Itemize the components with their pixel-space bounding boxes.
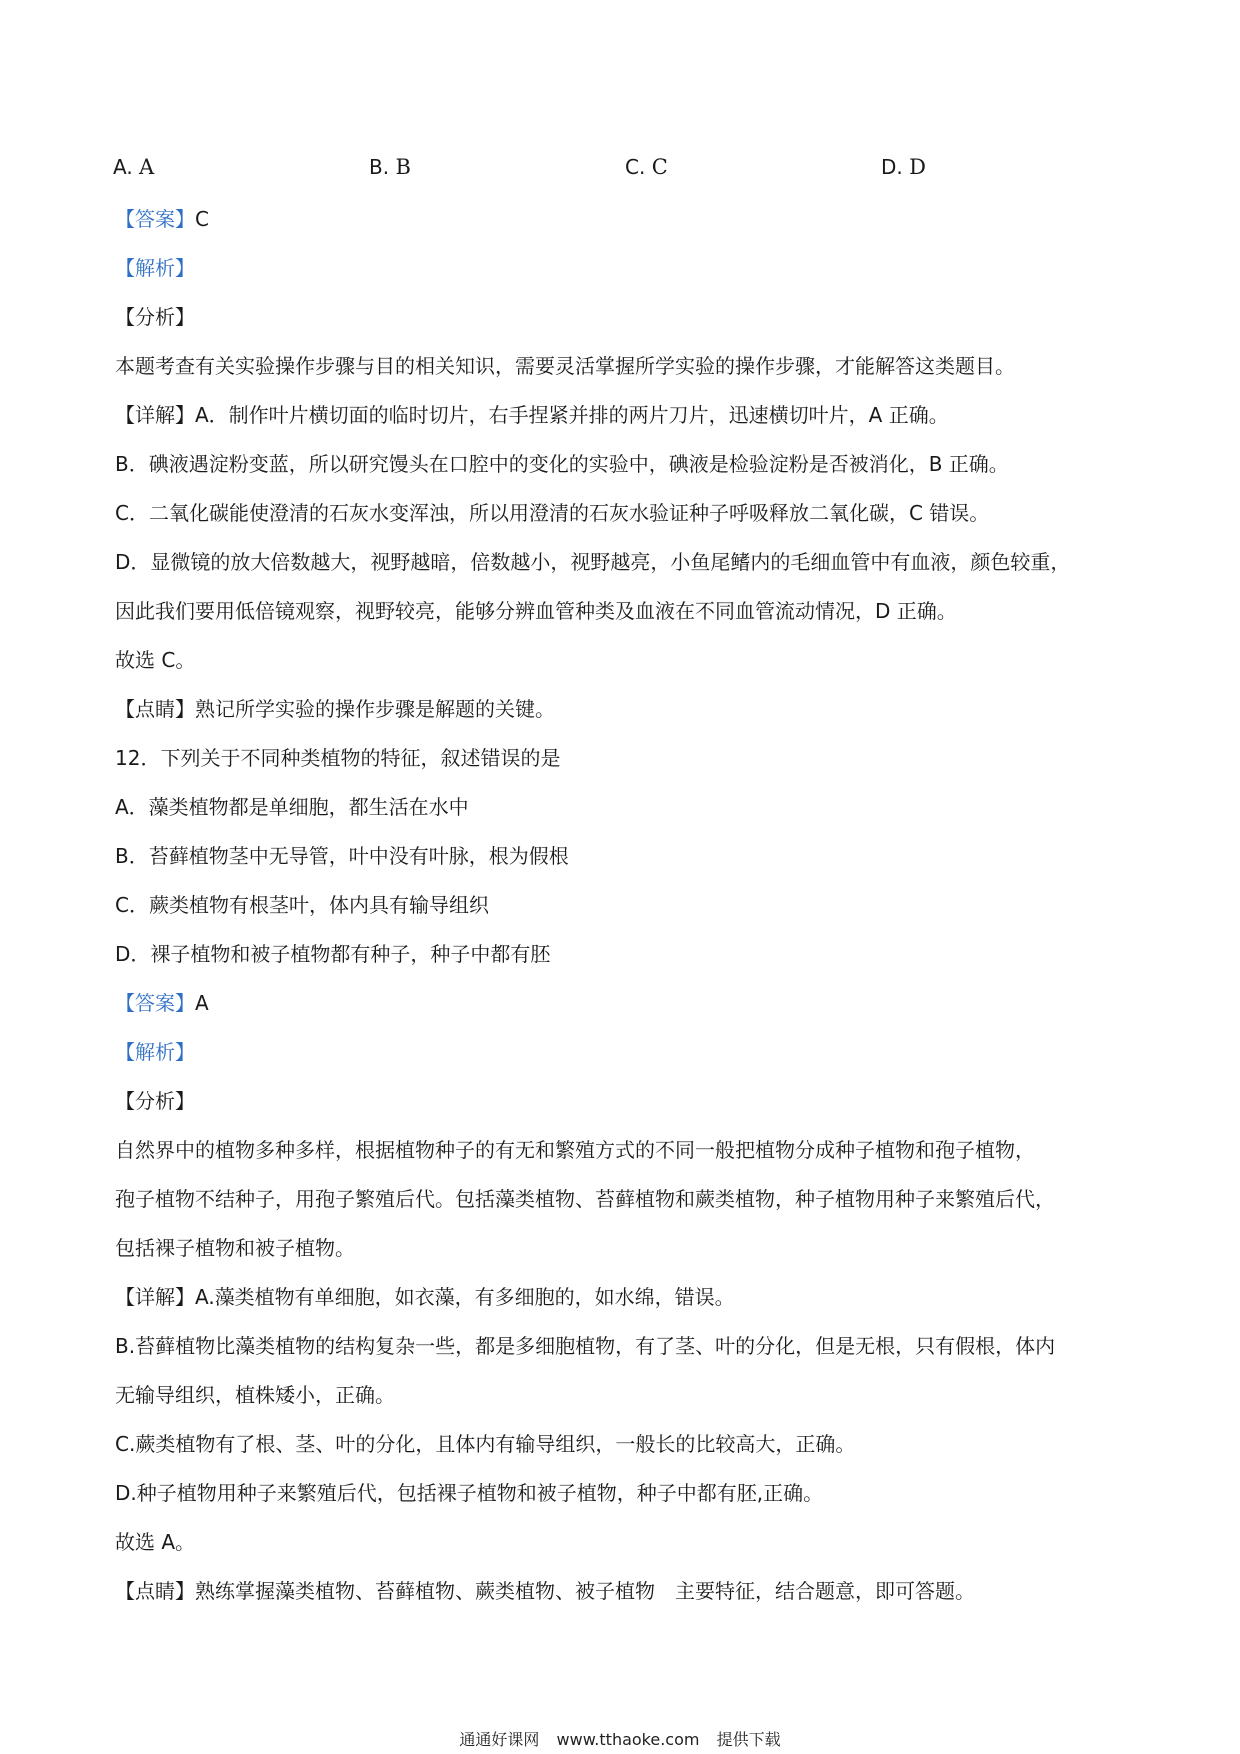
q12-fenxi-line2: 孢子植物不结种子，用孢子繁殖后代。包括藻类植物、苔藓植物和蕨类植物，种子植物用种子来繁殖后代， bbox=[115, 1187, 1055, 1211]
q11-detail-c: C．二氧化碳能使澄清的石灰水变浑浊，所以用澄清的石灰水验证种子呼吸释放二氧化碳，C 错误。 bbox=[115, 501, 990, 525]
q11-detail-d-line1: D．显微镜的放大倍数越大，视野越暗，倍数越小，视野越亮，小鱼尾鳍内的毛细血管中有血液，颜色较重， bbox=[115, 550, 1071, 574]
q12-option-a: A．藻类植物都是单细胞，都生活在水中 bbox=[115, 795, 469, 819]
option-d: D. D bbox=[881, 155, 926, 179]
q12-stem: 12．下列关于不同种类植物的特征，叙述错误的是 bbox=[115, 746, 561, 770]
footer-site-name: 通通好课网 bbox=[459, 1730, 540, 1749]
q12-detail-a: 【详解】A.藻类植物有单细胞，如衣藻，有多细胞的，如水绵，错误。 bbox=[115, 1285, 735, 1309]
q12-detail-c: C.蕨类植物有了根、茎、叶的分化，且体内有输导组织，一般长的比较高大，正确。 bbox=[115, 1432, 856, 1456]
option-c: C. C bbox=[625, 155, 668, 179]
q12-option-b: B．苔藓植物茎中无导管，叶中没有叶脉，根为假根 bbox=[115, 844, 569, 868]
q11-detail-d-line2: 因此我们要用低倍镜观察，视野较亮，能够分辨血管种类及血液在不同血管流动情况，D 正确。 bbox=[115, 599, 957, 623]
q12-dianjing: 【点睛】熟练掌握藻类植物、苔藓植物、蕨类植物、被子植物 主要特征，结合题意，即可答题。 bbox=[115, 1579, 975, 1603]
q11-conclusion: 故选 C。 bbox=[115, 648, 196, 672]
previous-question-options bbox=[113, 155, 1113, 185]
q12-detail-d: D.种子植物用种子来繁殖后代，包括裸子植物和被子植物，种子中都有胚,正确。 bbox=[115, 1481, 824, 1505]
q12-fenxi-line1: 自然界中的植物多种多样，根据植物种子的有无和繁殖方式的不同一般把植物分成种子植物和孢子植物， bbox=[115, 1138, 1035, 1162]
q11-detail-b: B．碘液遇淀粉变蓝，所以研究馒头在口腔中的变化的实验中，碘液是检验淀粉是否被消化，B 正确。 bbox=[115, 452, 1009, 476]
q11-analysis-heading: 【解析】 bbox=[115, 256, 195, 280]
q11-answer: 【答案】C bbox=[115, 207, 209, 231]
q11-fenxi-text: 本题考查有关实验操作步骤与目的相关知识，需要灵活掌握所学实验的操作步骤，才能解答这类题目。 bbox=[115, 354, 1015, 378]
q11-dianjing: 【点睛】熟记所学实验的操作步骤是解题的关键。 bbox=[115, 697, 555, 721]
q11-fenxi-heading: 【分析】 bbox=[115, 305, 195, 329]
q12-fenxi-line3: 包括裸子植物和被子植物。 bbox=[115, 1236, 355, 1260]
q12-detail-b-line2: 无输导组织，植株矮小，正确。 bbox=[115, 1383, 395, 1407]
option-b: B. B bbox=[369, 155, 411, 179]
option-a: A. A bbox=[113, 155, 155, 179]
q12-option-d: D．裸子植物和被子植物都有种子，种子中都有胚 bbox=[115, 942, 551, 966]
q12-answer: 【答案】A bbox=[115, 991, 209, 1015]
q11-detail-a: 【详解】A．制作叶片横切面的临时切片，右手捏紧并排的两片刀片，迅速横切叶片，A 正确。 bbox=[115, 403, 949, 427]
q12-fenxi-heading: 【分析】 bbox=[115, 1089, 195, 1113]
q12-option-c: C．蕨类植物有根茎叶，体内具有输导组织 bbox=[115, 893, 489, 917]
q12-detail-b-line1: B.苔藓植物比藻类植物的结构复杂一些，都是多细胞植物，有了茎、叶的分化，但是无根，只有假根，体内 bbox=[115, 1334, 1056, 1358]
page-footer bbox=[0, 1730, 1240, 1750]
q12-conclusion: 故选 A。 bbox=[115, 1530, 196, 1554]
footer-note: 提供下载 bbox=[716, 1730, 781, 1749]
footer-url[interactable]: www.tthaoke.com bbox=[556, 1730, 700, 1749]
q12-analysis-heading: 【解析】 bbox=[115, 1040, 195, 1064]
